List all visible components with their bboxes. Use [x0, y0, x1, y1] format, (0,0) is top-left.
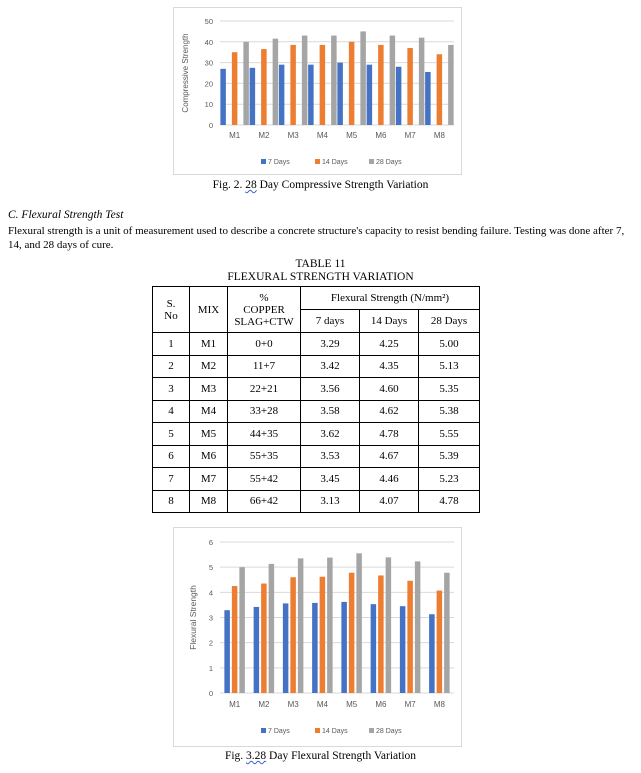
figure-2-caption-text: Day Compressive Strength Variation [256, 179, 429, 191]
header-percent-line1: % [259, 291, 269, 304]
y-tick-label: 0 [208, 689, 213, 698]
bar-7-days-m1 [224, 610, 230, 693]
table-cell-sno: 5 [153, 423, 190, 446]
bar-14-days-m8 [437, 54, 443, 125]
table-row [153, 400, 480, 423]
bar-14-days-m4 [320, 577, 326, 693]
y-axis-label: Flexural Strength [188, 585, 198, 650]
bar-14-days-m1 [232, 52, 238, 125]
y-tick-label: 2 [208, 638, 213, 648]
bar-7-days-m8 [425, 72, 431, 125]
header-flexural-group: Flexural Strength (N/mm²) [301, 287, 480, 310]
y-axis-label: Compressive Strength [181, 33, 190, 113]
figure-3-caption-prefix: Fig. [224, 750, 247, 762]
table-cell-mix: M8 [190, 490, 228, 513]
bar-14-days-m7 [407, 581, 413, 693]
bar-28-days-m2 [273, 39, 279, 125]
table-cell-pct: 55+35 [228, 445, 301, 468]
x-tick-label: M6 [375, 700, 387, 709]
y-tick-label: 40 [204, 37, 213, 47]
header-percent [228, 287, 301, 333]
y-tick-label: 20 [204, 79, 213, 89]
x-tick-label: M8 [433, 700, 445, 709]
table-row [153, 468, 480, 491]
table-cell-d28: 5.00 [419, 333, 480, 356]
bar-14-days-m5 [349, 573, 355, 693]
table-cell-sno: 4 [153, 400, 190, 423]
bar-7-days-m5 [341, 602, 347, 693]
table-cell-pct: 11+7 [228, 355, 301, 378]
x-tick-label: M2 [258, 700, 270, 709]
table-row [153, 355, 480, 378]
x-tick-label: M5 [346, 700, 358, 709]
table-cell-d14: 4.60 [360, 378, 419, 401]
x-tick-label: M3 [287, 131, 299, 140]
table-cell-sno: 6 [153, 445, 190, 468]
bar-28-days-m2 [269, 564, 275, 693]
table-cell-d28: 4.78 [419, 490, 480, 513]
bar-7-days-m6 [367, 65, 373, 125]
bar-7-days-m5 [337, 63, 343, 125]
y-tick-label: 0 [208, 121, 213, 130]
bar-7-days-m3 [283, 603, 289, 693]
bar-7-days-m4 [308, 65, 314, 125]
bar-14-days-m6 [378, 45, 384, 125]
x-tick-label: M2 [258, 131, 270, 140]
flexural-strength-chart-svg [174, 528, 461, 746]
bar-14-days-m3 [290, 577, 296, 693]
table-cell-d14: 4.62 [360, 400, 419, 423]
bar-7-days-m2 [250, 68, 256, 125]
figure-2-caption-number: 28 [245, 179, 257, 191]
bar-28-days-m1 [243, 42, 249, 125]
bar-7-days-m6 [371, 604, 377, 693]
table-cell-d14: 4.25 [360, 333, 419, 356]
x-tick-label: M7 [404, 131, 416, 140]
bar-28-days-m3 [302, 36, 308, 125]
x-tick-label: M5 [346, 131, 358, 140]
legend-swatch [315, 159, 320, 164]
x-tick-label: M7 [404, 700, 416, 709]
table-cell-d14: 4.46 [360, 468, 419, 491]
bar-14-days-m5 [349, 42, 355, 125]
table-cell-pct: 44+35 [228, 423, 301, 446]
legend-label: 28 Days [376, 159, 402, 166]
table-cell-pct: 0+0 [228, 333, 301, 356]
table-cell-mix: M6 [190, 445, 228, 468]
y-tick-label: 3 [208, 613, 213, 623]
x-tick-label: M6 [375, 131, 387, 140]
table-cell-d7: 3.42 [301, 355, 360, 378]
table-cell-d7: 3.53 [301, 445, 360, 468]
table-cell-mix: M2 [190, 355, 228, 378]
table-number: TABLE 11 [295, 258, 346, 270]
bar-28-days-m6 [386, 557, 392, 693]
section-paragraph: Flexural strength is a unit of measurement used to describe a concrete structure's capacity to resist bending failure. Testing was done after 7, 14, and 28 days of cure. [8, 225, 625, 251]
y-tick-label: 6 [208, 538, 213, 547]
header-mix: MIX [190, 287, 228, 333]
y-tick-label: 30 [204, 58, 213, 68]
figure-3-caption-number: 3.28 [246, 750, 267, 762]
table-cell-pct: 33+28 [228, 400, 301, 423]
legend-label: 28 Days [376, 728, 402, 735]
table-row [153, 445, 480, 468]
bar-28-days-m5 [356, 553, 362, 693]
bar-28-days-m7 [419, 38, 425, 125]
table-cell-d7: 3.29 [301, 333, 360, 356]
table-cell-mix: M7 [190, 468, 228, 491]
table-cell-d7: 3.13 [301, 490, 360, 513]
legend-swatch [261, 159, 266, 164]
legend-swatch [369, 728, 374, 733]
bar-7-days-m8 [429, 614, 435, 693]
bar-28-days-m7 [415, 561, 421, 693]
table-cell-d28: 5.13 [419, 355, 480, 378]
table-cell-sno: 2 [153, 355, 190, 378]
bar-28-days-m8 [448, 45, 454, 125]
table-cell-d28: 5.38 [419, 400, 480, 423]
bar-7-days-m2 [254, 607, 260, 693]
x-tick-label: M4 [316, 131, 328, 140]
section-heading: C. Flexural Strength Test [8, 209, 124, 221]
y-tick-label: 1 [208, 663, 213, 673]
bar-28-days-m3 [298, 558, 304, 693]
x-tick-label: M1 [229, 131, 241, 140]
header-14-days: 14 Days [360, 310, 419, 333]
table-cell-sno: 7 [153, 468, 190, 491]
legend-swatch [369, 159, 374, 164]
table-cell-d7: 3.62 [301, 423, 360, 446]
header-7-days: 7 days [301, 310, 360, 333]
bar-14-days-m6 [378, 575, 384, 693]
bar-14-days-m2 [261, 584, 267, 693]
table-cell-d28: 5.23 [419, 468, 480, 491]
table-cell-mix: M1 [190, 333, 228, 356]
y-tick-label: 50 [204, 17, 213, 26]
table-cell-pct: 22+21 [228, 378, 301, 401]
bar-28-days-m8 [444, 573, 450, 693]
table-cell-d7: 3.45 [301, 468, 360, 491]
bar-14-days-m7 [407, 48, 413, 125]
table-cell-d28: 5.39 [419, 445, 480, 468]
table-cell-d7: 3.58 [301, 400, 360, 423]
header-sno-line2: No [164, 309, 178, 322]
table-cell-pct: 55+42 [228, 468, 301, 491]
x-tick-label: M4 [316, 700, 328, 709]
bar-28-days-m6 [390, 36, 396, 125]
table-cell-d28: 5.35 [419, 378, 480, 401]
table-row [153, 333, 480, 356]
flexural-strength-chart [173, 527, 462, 747]
x-tick-label: M8 [433, 131, 445, 140]
table-cell-d14: 4.07 [360, 490, 419, 513]
bar-14-days-m4 [320, 45, 326, 125]
header-28-days: 28 Days [419, 310, 480, 333]
figure-3-caption [0, 750, 641, 762]
table-cell-sno: 8 [153, 490, 190, 513]
figure-2-caption-prefix: Fig. 2. [212, 179, 243, 191]
bar-7-days-m3 [279, 65, 285, 125]
bar-7-days-m7 [396, 67, 402, 125]
legend-label: 14 Days [322, 159, 348, 166]
table-cell-d14: 4.78 [360, 423, 419, 446]
legend-swatch [261, 728, 266, 733]
header-sno [153, 287, 190, 333]
y-tick-label: 10 [204, 100, 213, 110]
table-cell-mix: M5 [190, 423, 228, 446]
legend-swatch [315, 728, 320, 733]
table-cell-pct: 66+42 [228, 490, 301, 513]
table-row [153, 378, 480, 401]
table-cell-d28: 5.55 [419, 423, 480, 446]
header-percent-line3: SLAG+CTW [234, 315, 294, 328]
table-row [153, 490, 480, 513]
y-tick-label: 4 [208, 588, 213, 598]
bar-28-days-m4 [331, 36, 337, 125]
table-cell-sno: 3 [153, 378, 190, 401]
x-tick-label: M3 [287, 700, 299, 709]
table-cell-d14: 4.67 [360, 445, 419, 468]
bar-14-days-m8 [437, 591, 443, 693]
flexural-strength-table [152, 286, 480, 513]
y-tick-label: 5 [208, 563, 213, 573]
bar-7-days-m7 [400, 606, 406, 693]
table-cell-sno: 1 [153, 333, 190, 356]
table-cell-d7: 3.56 [301, 378, 360, 401]
figure-2-caption [0, 179, 641, 191]
table-cell-mix: M3 [190, 378, 228, 401]
table-cell-mix: M4 [190, 400, 228, 423]
table-title: FLEXURAL STRENGTH VARIATION [227, 271, 414, 283]
bar-28-days-m4 [327, 558, 333, 693]
compressive-strength-chart-svg [174, 8, 461, 174]
legend-label: 7 Days [268, 159, 290, 166]
table-cell-d14: 4.35 [360, 355, 419, 378]
bar-7-days-m4 [312, 603, 318, 693]
header-sno-line1: S. [166, 297, 176, 310]
figure-3-caption-text: Day Flexural Strength Variation [266, 750, 417, 762]
x-tick-label: M1 [229, 700, 241, 709]
header-percent-line2: COPPER [243, 303, 285, 316]
bar-7-days-m1 [220, 69, 226, 125]
table-row [153, 423, 480, 446]
bar-14-days-m1 [232, 586, 238, 693]
legend-label: 14 Days [322, 728, 348, 735]
bar-28-days-m5 [360, 31, 366, 125]
bar-28-days-m1 [239, 567, 245, 693]
compressive-strength-chart [173, 7, 462, 175]
bar-14-days-m3 [290, 45, 296, 125]
legend-label: 7 Days [268, 728, 290, 735]
bar-14-days-m2 [261, 49, 267, 125]
